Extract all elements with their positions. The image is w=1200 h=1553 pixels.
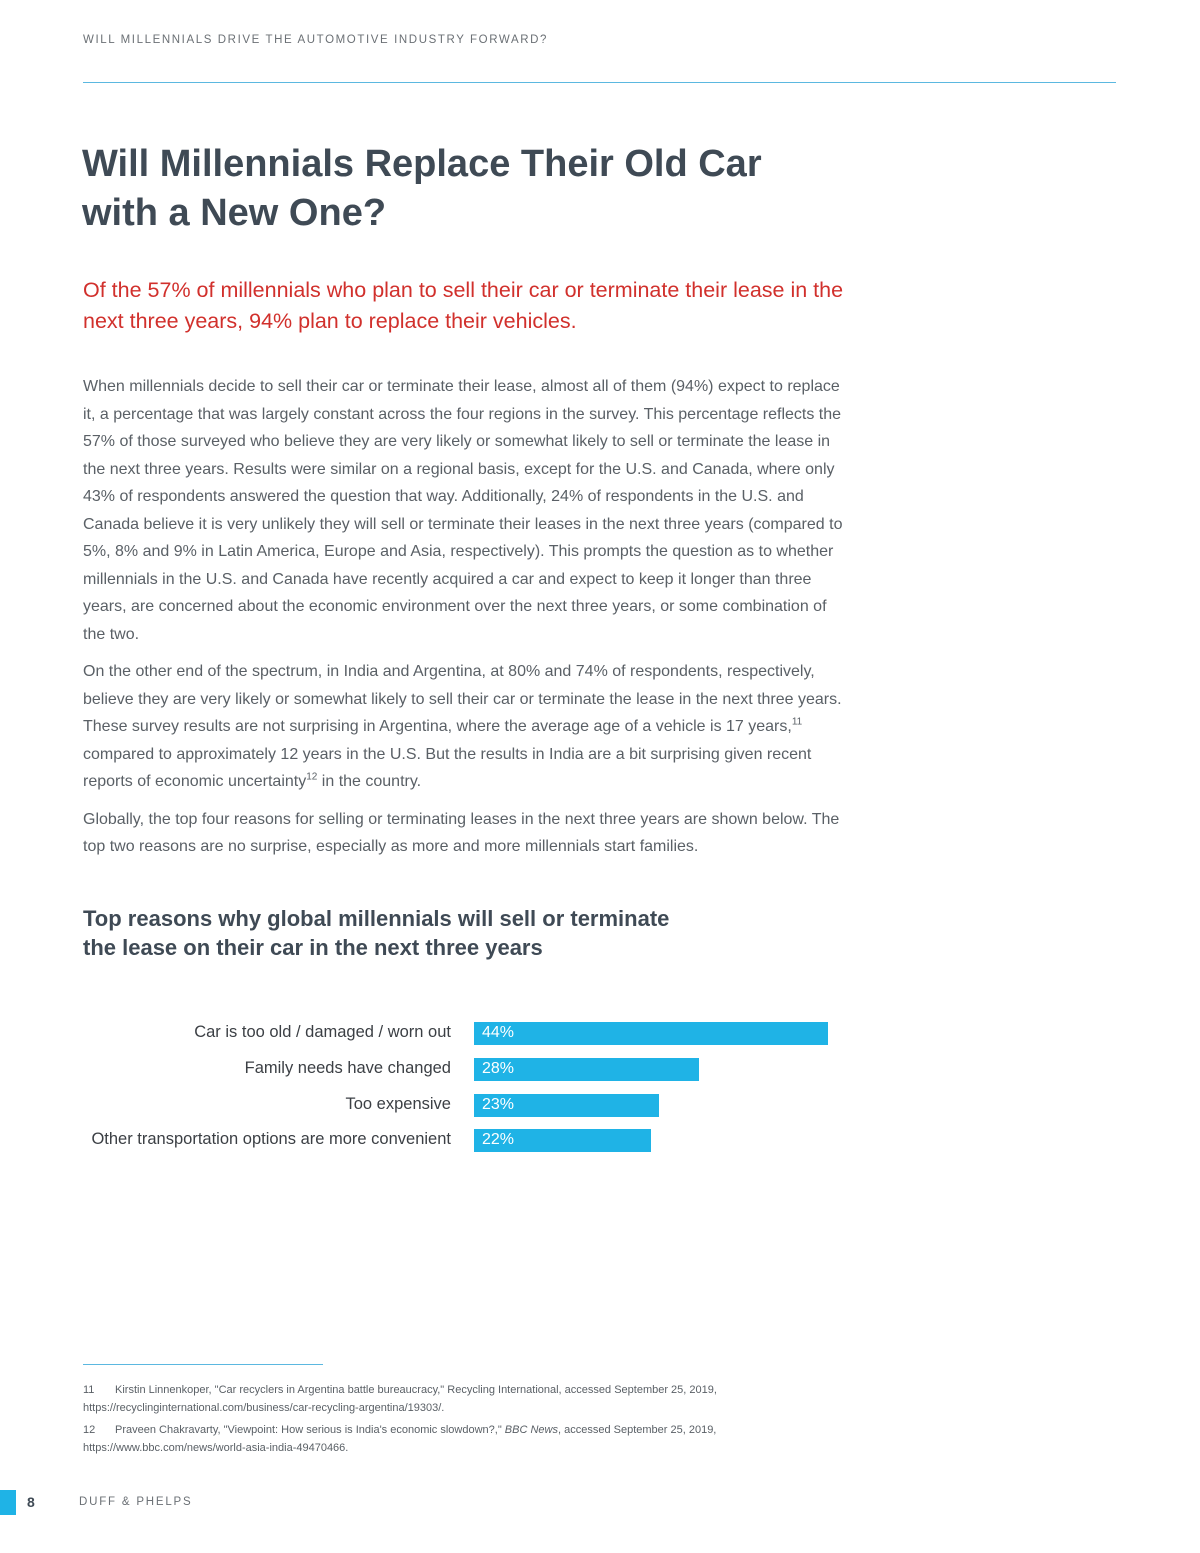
- footnote-ref-11[interactable]: 11: [791, 716, 803, 728]
- bar-value-label: 22%: [482, 1131, 515, 1149]
- bar: [474, 1058, 699, 1081]
- page-title-line1: Will Millennials Replace Their Old Car: [82, 143, 762, 185]
- article-body: [83, 373, 853, 871]
- footnote-text: Kirstin Linnenkoper, "Car recyclers in Argentina battle bureaucracy," Recycling International, accessed September 25, 2019, https://recyclinginternational.com/business/car-recycling-argentina/19303/.: [83, 1384, 717, 1414]
- lede-callout: Of the 57% of millennials who plan to sell their car or terminate their lease in the next three years, 94% plan to replace their vehicles.: [83, 278, 844, 333]
- footnote-divider: [83, 1364, 323, 1365]
- bar-category-label: Too expensive: [345, 1094, 451, 1113]
- bar-category-label: Car is too old / damaged / worn out: [194, 1023, 451, 1041]
- page-title-line2: with a New One?: [82, 192, 387, 234]
- page-title: [82, 140, 882, 238]
- footer-brand: DUFF & PHELPS: [79, 1496, 193, 1508]
- paragraph-1: When millennials decide to sell their car or terminate their lease, almost all of them (94%) expect to replace it, a percentage that was largely constant across the four regions in the survey. This percentage reflects the 57% of those surveyed who believe they are very likely or somewhat likely to sell or terminate the lease in the next three years. Results were similar on a regional basis, except for the U.S. and Canada, where only 43% of respondents answered the question that way. Additionally, 24% of respondents in the U.S. and Canada believe it is very unlikely they will sell or terminate their leases in the next three years (compared to 5%, 8% and 9% in Latin America, Europe and Asia, respectively). This prompts the question as to whether millennials in the U.S. and Canada have recently acquired a car and expect to keep it longer than three years, are concerned about the economic environment over the next three years, or some combination of the two.: [83, 378, 843, 643]
- header-divider: [83, 82, 1116, 83]
- footnote-text: Praveen Chakravarty, "Viewpoint: How serious is India's economic slowdown?,": [115, 1424, 505, 1436]
- paragraph-2-part-b: compared to approximately 12 years in the U.S. But the results in India are a bit surprising given recent reports of economic uncertainty: [83, 745, 812, 790]
- footnote-source: BBC News: [504, 1424, 558, 1436]
- bar-category-label: Other transportation options are more convenient: [91, 1130, 451, 1149]
- bar: [474, 1129, 651, 1152]
- paragraph-2-part-c: in the country.: [317, 773, 422, 790]
- bar-category-label: Family needs have changed: [244, 1058, 451, 1077]
- bar: [474, 1094, 659, 1117]
- page-marker: [0, 1490, 16, 1515]
- running-header-title: WILL MILLENNIALS DRIVE THE AUTOMOTIVE INDUSTRY FORWARD?: [83, 34, 549, 46]
- footnotes: [83, 1381, 843, 1461]
- chart-title: [83, 905, 723, 962]
- bar-value-label: 23%: [482, 1095, 515, 1113]
- bar-value-label: 44%: [482, 1024, 515, 1041]
- page-number: 8: [27, 1494, 35, 1510]
- footnote-12: [83, 1421, 843, 1457]
- footnote-number: 12: [83, 1424, 96, 1436]
- footnote-ref-12[interactable]: 12: [306, 771, 318, 783]
- paragraph-2: [83, 658, 853, 796]
- paragraph-2-part-a: On the other end of the spectrum, in India and Argentina, at 80% and 74% of respondents, respectively, believe they are very likely or somewhat likely to sell their car or terminate the lease in the next three years. These survey results are not surprising in Argentina, where the average age of a vehicle is 17 years,: [83, 663, 842, 735]
- paragraph-3: Globally, the top four reasons for selling or terminating leases in the next three years are shown below. The top two reasons are no surprise, especially as more and more millennials start families.: [83, 810, 840, 855]
- chart-title-line2: the lease on their car in the next three years: [83, 934, 543, 960]
- footnote-number: 11: [83, 1384, 95, 1396]
- footnote-11: [83, 1381, 843, 1417]
- bar: [474, 1022, 828, 1045]
- footnote-text: , accessed September 25, 2019, https://www.bbc.com/news/world-asia-india-49470466.: [83, 1424, 717, 1454]
- bar-value-label: 28%: [482, 1059, 515, 1077]
- chart-title-line1: Top reasons why global millennials will sell or terminate: [83, 906, 670, 931]
